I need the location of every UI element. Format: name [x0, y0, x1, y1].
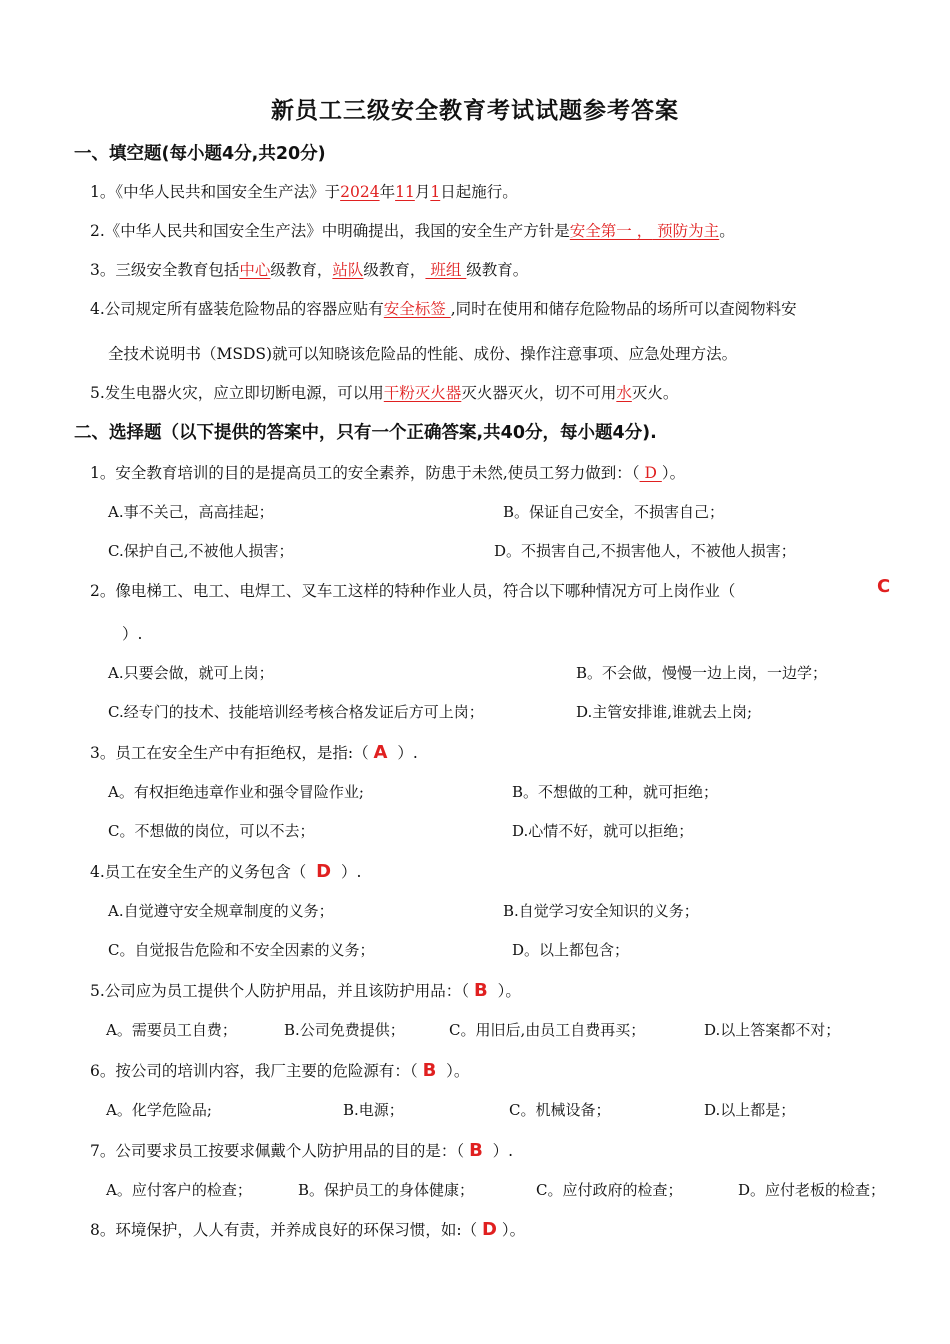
answer-letter: C: [877, 576, 891, 597]
question-text: ）。: [661, 464, 686, 482]
question-text: ）.: [492, 1142, 514, 1160]
answer-water: 水: [616, 384, 632, 402]
answer-station: 站队: [332, 261, 364, 279]
option-b: B。保护员工的身体健康；: [298, 1181, 475, 1199]
answer-choice: A: [373, 742, 388, 763]
option-b: B.公司免费提供；: [284, 1021, 405, 1039]
section-choice-heading: 二、选择题（以下提供的答案中，只有一个正确答案,共40分，每小题4分).: [74, 423, 657, 443]
choice-question-2: [90, 579, 735, 601]
choice-question-2-close: ）.: [122, 625, 143, 643]
option-b: B。不想做的工种，就可拒绝；: [512, 783, 719, 801]
answer-choice: D: [316, 861, 332, 882]
question-text: 2。像电梯工、电工、电焊工、叉车工这样的特种作业人员，符合以下哪种情况方可上岗作业（: [90, 582, 736, 600]
answer-month: 11: [395, 183, 415, 201]
question-text: 1。《中华人民共和国安全生产法》于: [90, 183, 341, 201]
option-c: C.经专门的技术、技能培训经考核合格发证后方可上岗；: [108, 703, 484, 721]
question-text: ）.: [340, 863, 362, 881]
option-b: B.自觉学习安全知识的义务；: [503, 902, 699, 920]
question-text: ）。: [497, 982, 521, 1000]
answer-year: 2024: [340, 183, 380, 201]
answer-choice: D: [482, 1219, 497, 1240]
option-d: D。应付老板的检查；: [738, 1181, 886, 1199]
question-text: 年: [379, 183, 396, 201]
option-d: D.主管安排谁,谁就去上岗;: [576, 703, 753, 721]
choice-question-8: [90, 1218, 525, 1240]
question-text: 5.公司应为员工提供个人防护用品，并且该防护用品：（: [90, 982, 470, 1000]
section-fill-in-heading: 一、填空题(每小题4分,共20分): [74, 144, 326, 164]
answer-safety-first: 安全第一: [569, 222, 637, 240]
fill-question-4-continued: 全技术说明书（MSDS)就可以知晓该危险品的性能、成份、操作注意事项、应急处理方法。: [108, 345, 738, 363]
question-text: 级教育。: [466, 261, 529, 279]
option-d: D.心情不好，就可以拒绝；: [512, 822, 694, 840]
choice-question-6: [90, 1059, 469, 1081]
option-a: A.自觉遵守安全规章制度的义务；: [108, 902, 334, 920]
question-text: 日起施行。: [440, 183, 518, 201]
fill-question-3: [90, 258, 528, 280]
answer-choice: B: [473, 980, 488, 1001]
answer-choice: B: [469, 1140, 483, 1161]
question-text: ）。: [446, 1062, 470, 1080]
option-c: C。不想做的岗位，可以不去；: [108, 822, 315, 840]
fill-question-5: [90, 381, 678, 403]
option-d: D.以上都是；: [704, 1101, 796, 1119]
option-c: C。应付政府的检查；: [536, 1181, 683, 1199]
option-d: D。不损害自己,不损害他人，不被他人损害；: [494, 542, 796, 560]
question-text: ,同时在使用和储存危险物品的场所可以查阅物料安: [450, 300, 797, 318]
answer-choice: B: [422, 1060, 437, 1081]
fill-question-2: [90, 219, 735, 241]
answer-day: 1: [430, 183, 441, 201]
question-text: 2.《中华人民共和国安全生产法》中明确提出，我国的安全生产方针是: [90, 222, 570, 240]
question-text: 4.公司规定所有盛装危险物品的容器应贴有: [90, 300, 384, 318]
choice-question-5: [90, 979, 521, 1001]
option-a: A。应付客户的检查；: [106, 1181, 252, 1199]
question-text: 灭火器灭火，切不可用: [461, 384, 617, 402]
question-text: ）.: [397, 744, 418, 762]
option-c: C。用旧后,由员工自费再买；: [449, 1021, 646, 1039]
answer-separator: ，: [636, 222, 653, 240]
choice-question-1: [90, 461, 685, 483]
option-b: B。保证自己安全，不损害自己；: [503, 503, 725, 521]
question-text: 3。三级安全教育包括: [90, 261, 240, 279]
answer-extinguisher: 干粉灭火器: [383, 384, 462, 402]
option-d: D。以上都包含；: [512, 941, 630, 959]
option-a: A。化学危险品;: [106, 1101, 212, 1119]
option-a: A.事不关己，高高挂起；: [108, 503, 274, 521]
answer-choice: D: [639, 464, 662, 482]
question-text: 8。环境保护，人人有责，并养成良好的环保习惯，如:（: [90, 1221, 478, 1239]
option-c: C.保护自己,不被他人损害；: [108, 542, 294, 560]
option-c: C。机械设备；: [509, 1101, 611, 1119]
question-text: 5.发生电器火灾，应立即切断电源，可以用: [90, 384, 384, 402]
option-a: A.只要会做，就可上岗；: [108, 664, 274, 682]
option-d: D.以上答案都不对；: [704, 1021, 841, 1039]
option-c: C。自觉报告危险和不安全因素的义务；: [108, 941, 375, 959]
question-text: 4.员工在安全生产的义务包含（: [90, 863, 307, 881]
option-a: A。需要员工自费；: [106, 1021, 237, 1039]
answer-team: 班组: [425, 261, 467, 279]
question-text: ）。: [501, 1221, 526, 1239]
option-b: B.电源；: [343, 1101, 404, 1119]
choice-question-3: [90, 741, 418, 763]
answer-choice: [877, 576, 890, 597]
option-a: A。有权拒绝违章作业和强令冒险作业;: [108, 783, 364, 801]
answer-center: 中心: [239, 261, 271, 279]
question-text: 1。安全教育培训的目的是提高员工的安全素养，防患于未然,使员工努力做到：（: [90, 464, 640, 482]
question-text: 灭火。: [631, 384, 679, 402]
question-text: 7。公司要求员工按要求佩戴个人防护用品的目的是：（: [90, 1142, 465, 1160]
option-b: B。不会做，慢慢一边上岗，一边学；: [576, 664, 828, 682]
fill-question-1: [90, 180, 518, 202]
question-text: 级教育，: [270, 261, 333, 279]
page-title: 新员工三级安全教育考试试题参考答案: [271, 98, 679, 124]
choice-question-4: [90, 860, 361, 882]
question-text: 级教育，: [363, 261, 426, 279]
question-text: 6。按公司的培训内容，我厂主要的危险源有：（: [90, 1062, 418, 1080]
answer-prevention: 预防为主: [652, 222, 720, 240]
choice-question-7: [90, 1139, 513, 1161]
fill-question-4: [90, 297, 797, 319]
answer-safety-label: 安全标签: [383, 300, 451, 318]
question-text: 。: [719, 222, 735, 240]
question-text: 3。员工在安全生产中有拒绝权，是指:（: [90, 744, 369, 762]
question-text: 月: [414, 183, 431, 201]
